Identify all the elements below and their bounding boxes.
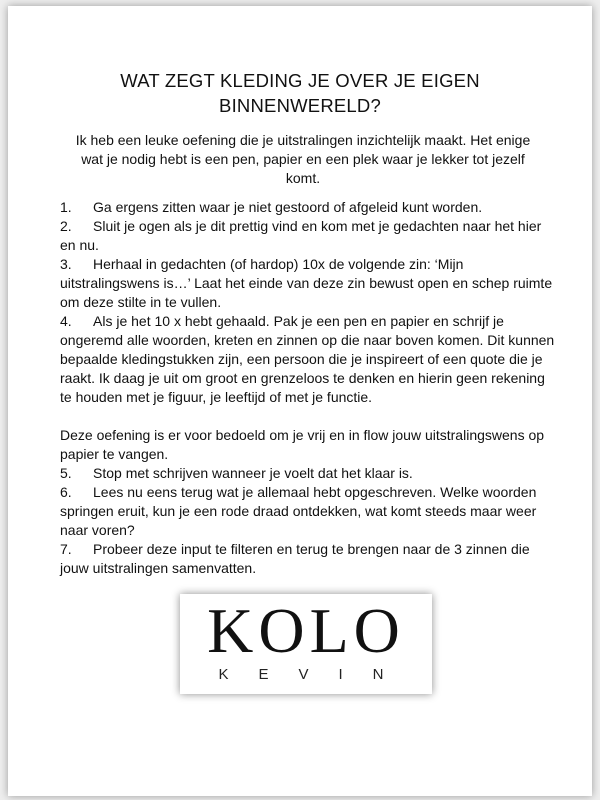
list-item [60, 198, 560, 217]
page-title [8, 68, 592, 118]
list-number: 1. [60, 199, 72, 215]
list-number: 7. [60, 541, 72, 557]
list-item [60, 483, 560, 540]
list-text: Lees nu eens terug wat je allemaal hebt opgeschreven. Welke woorden springen eruit, kun je een rode draad ontdekken, wat komt steeds maar weer naar voren? [60, 484, 537, 538]
list-text: Als je het 10 x hebt gehaald. Pak je een pen en papier en schrijf je ongeremd alle woorden, kreten en zinnen op die naar boven komen. Dit kunnen bepaalde kledingstukken zijn, een persoon die je inspireert of een quote die je raakt. Ik daag je uit om groot en grenzeloos te denken en hierin geen rekening te houden met je figuur, je leeftijd of met je functie. [60, 313, 555, 405]
list-text: Stop met schrijven wanneer je voelt dat het klaar is. [93, 465, 413, 481]
list-number: 2. [60, 218, 72, 234]
list-text: Sluit je ogen als je dit prettig vind en kom met je gedachten naar het hier en nu. [60, 218, 542, 253]
list-text: Ga ergens zitten waar je niet gestoord of afgeleid kunt worden. [93, 199, 483, 215]
list-item [60, 540, 560, 578]
list-number: 5. [60, 465, 72, 481]
logo-subtitle: KEVIN [218, 666, 414, 683]
intro-paragraph: Ik heb een leuke oefening die je uitstralingen inzichtelijk maakt. Het enige wat je nodig hebt is een pen, papier en een plek waar je lekker tot jezelf komt. [75, 132, 531, 186]
list-number: 3. [60, 256, 72, 272]
list-number: 4. [60, 313, 72, 329]
document-page [8, 6, 592, 796]
body-paragraph: Deze oefening is er voor bedoeld om je vrij en in flow jouw uitstralingswens op papier te vangen. [60, 427, 545, 462]
kolo-kevin-logo [180, 594, 432, 694]
list-item [60, 464, 560, 483]
list-item [60, 217, 560, 255]
list-number: 6. [60, 484, 72, 500]
document-body [60, 198, 560, 578]
list-text: Probeer deze input te filteren en terug te brengen naar de 3 zinnen die jouw uitstralingen samenvatten. [60, 541, 530, 576]
list-text: Herhaal in gedachten (of hardop) 10x de volgende zin: ‘Mijn uitstralingswens is…’ Laat het einde van deze zin bewust open en schep ruimte om deze stilte in te vullen. [60, 256, 553, 310]
list-item [60, 255, 560, 312]
logo-wordmark: KOLO [207, 595, 405, 666]
list-item [60, 312, 560, 407]
title-line-1: WAT ZEGT KLEDING JE OVER JE EIGEN [120, 70, 480, 91]
title-line-2: BINNENWERELD? [219, 95, 381, 116]
